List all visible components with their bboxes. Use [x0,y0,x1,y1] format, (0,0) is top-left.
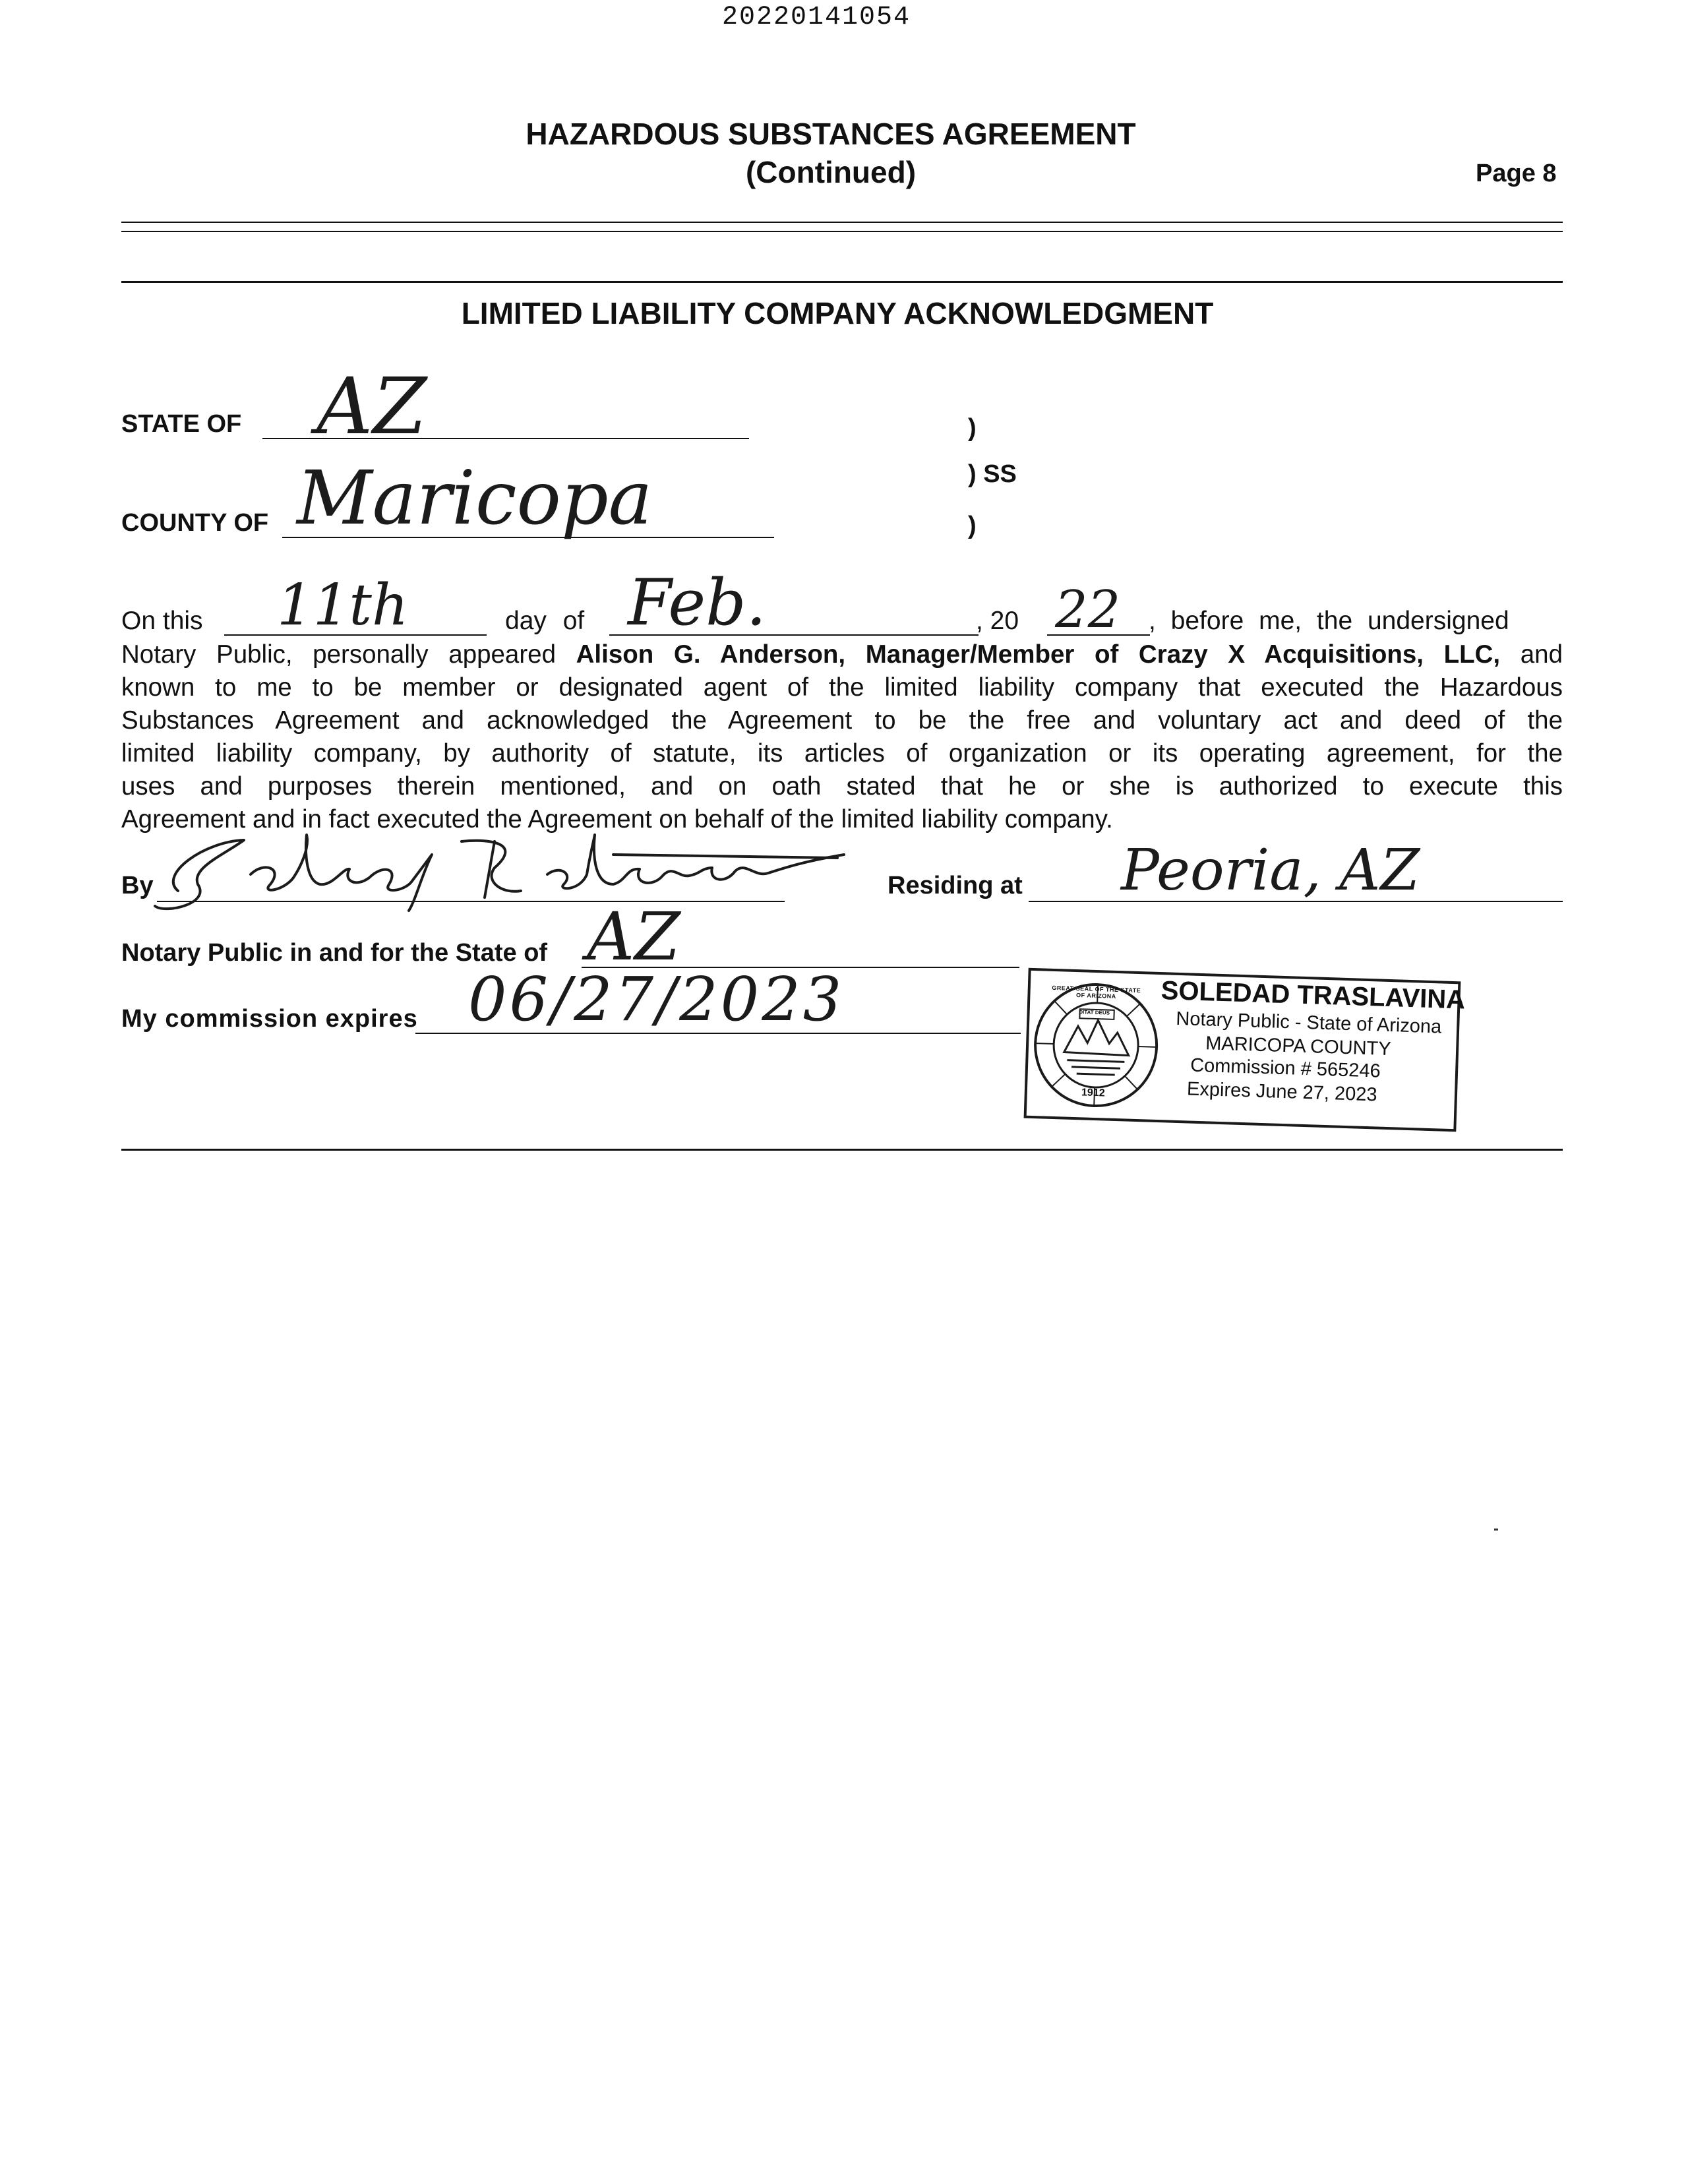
seal-ring-text: GREAT SEAL OF THE STATE OF ARIZONA [1052,984,1141,1000]
body-line-1-pre: Notary Public, personally appeared [121,640,556,669]
appeared-party: Alison G. Anderson, Manager/Member of Crazy X Acquisitions, LLC, [576,640,1501,669]
document-title: HAZARDOUS SUBSTANCES AGREEMENT [526,117,1136,151]
body-line-4: limited liability company, by authority of statute, its articles of organization or its operating agreement, for the [121,739,1563,768]
body-line-1-post: and [1520,640,1563,669]
header-divider-top [121,222,1563,223]
venue-bracket-1: ) [968,414,977,442]
section-divider [121,281,1563,283]
commission-expires-handwritten: 06/27/2023 [468,964,845,1035]
body-line-5: uses and purposes therein mentioned, and on oath stated that he or she is authorized to execute this [121,772,1563,801]
document-subtitle: (Continued) [745,155,917,189]
residing-at-handwritten: Peoria, AZ [1121,837,1420,903]
stamp-line-1: Notary Public - State of Arizona [1175,1008,1442,1038]
by-label: By [121,872,154,899]
notary-state-label: Notary Public in and for the State of [121,939,548,967]
body-line-1 [121,638,1563,671]
body-line-2: known to me to be member or designated agent of the limited liability company that executed the Hazardous [121,673,1563,702]
month-handwritten: Feb. [628,566,767,640]
notary-state-handwritten: AZ [587,898,680,975]
commission-expires-label: My commission expires [121,1005,418,1033]
residing-at-label: Residing at [888,872,1023,899]
day-handwritten: 11th [277,572,409,638]
stamp-line-4: Expires June 27, 2023 [1186,1078,1378,1106]
stamp-line-3: Commission # 565246 [1190,1054,1381,1082]
state-of-label: STATE OF [121,410,242,438]
notary-signature [152,828,870,921]
day-of-label: day of [505,607,585,635]
year-handwritten: 22 [1055,580,1121,640]
county-of-label: COUNTY OF [121,509,269,537]
seal-year: 1912 [1081,1087,1105,1099]
page-number: Page 8 [1476,160,1557,187]
body-line-3: Substances Agreement and acknowledged the Agreement to be the free and voluntary act and deed of the [121,706,1563,735]
scan-speck [1494,1529,1498,1531]
body-line-6: Agreement and in fact executed the Agreement on behalf of the limited liability company. [121,805,1113,834]
stamp-line-2: MARICOPA COUNTY [1205,1033,1392,1060]
notary-stamp [1024,968,1466,1132]
state-of-handwritten: AZ [316,361,427,452]
on-this-label: On this [121,607,203,635]
venue-bracket-3: ) [968,512,977,539]
stamp-notary-name: SOLEDAD TRASLAVINA [1160,976,1466,1015]
document-number: 20220141054 [722,3,911,32]
footer-divider [121,1149,1563,1151]
header-divider-bottom [121,231,1563,232]
before-me-text: , before me, the undersigned [1149,607,1509,635]
county-of-handwritten: Maricopa [297,456,653,541]
year-prefix: , 20 [976,607,1019,635]
seal-motto: DITAT DEUS [1079,1009,1110,1016]
venue-bracket-ss: ) SS [968,460,1017,488]
section-title: LIMITED LIABILITY COMPANY ACKNOWLEDGMENT [461,296,1214,330]
